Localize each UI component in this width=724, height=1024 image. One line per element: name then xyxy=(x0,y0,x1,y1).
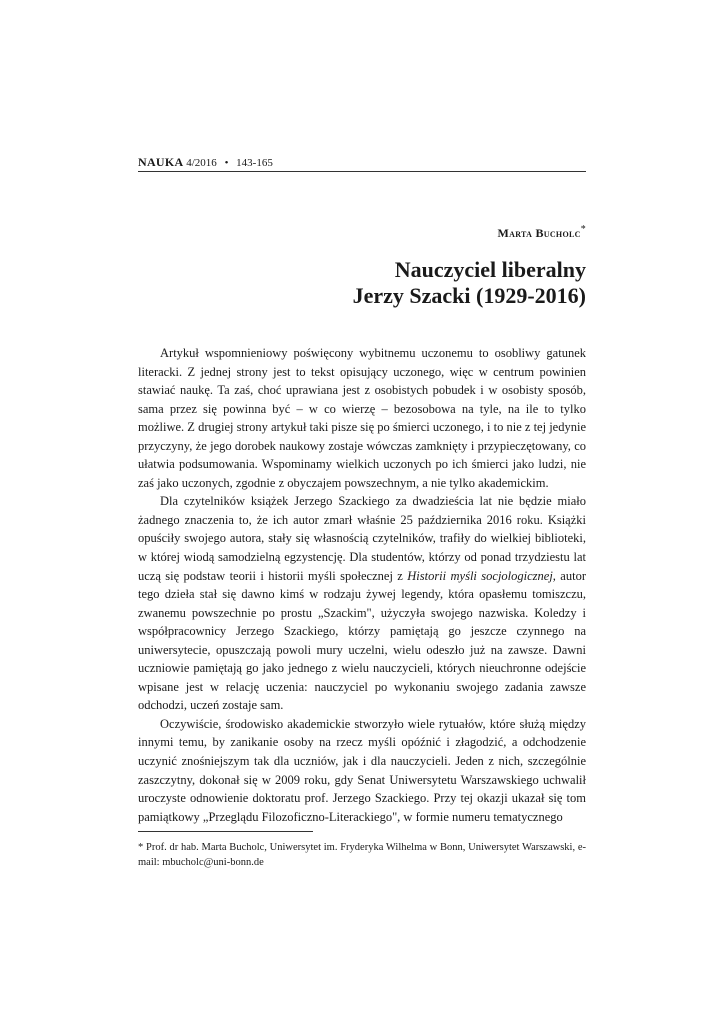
page-range: 143-165 xyxy=(236,157,273,169)
paragraph-3: Oczywiście, środowisko akademickie stworzyło wiele rytuałów, które służą między innymi temu, by zanikanie osoby na rzecz myśli opóźnić i złagodzić, a odchodzenie uczynić znośniejszym tak dla uczniów, jak i dla nauczycieli. Jeden z nich, szczególnie zaszczytny, dokonał się w 2009 roku, gdy Senat Uniwersytetu Warszawskiego uchwalił uroczyste odnowienie doktoratu prof. Jerzego Szackiego. Przy tej okazji ukazał się tom pamiątkowy „Przeglądu Filozoficzno-Literackiego", w formie numeru tematycznego xyxy=(138,716,586,824)
paragraph-2-text-b: autor tego dzieła stał się dawno kimś w rodzaju żywej legendy, która opasłemu tomiszczu, zwanemu powszechnie po prostu „Szackim", użyczyła swojego nazwiska. Koledzy i współpracownicy Jerzego Szackiego, którzy pamiętają go jeszcze czynnego na uniwersytecie, opuszczają powoli mury uczelni, wielu odeszło już na zawsze. Dawni uczniowie pamiętają go jako jednego z wielu nauczycieli, których nieuchronne odejście wpisane jest w relację uczenia: nauczyciel po wykonaniu swojego zadania zawsze odchodzi, uczeń zostaje sam. xyxy=(138,568,586,713)
author-line xyxy=(498,224,586,241)
author-name: Marta Bucholc xyxy=(497,226,581,240)
header-rule xyxy=(138,171,586,172)
article-body xyxy=(138,344,586,826)
footnote: * Prof. dr hab. Marta Bucholc, Uniwersytet im. Fryderyka Wilhelma w Bonn, Uniwersytet Warszawski, e-mail: mbucholc@uni-bonn.de xyxy=(138,842,586,868)
article-title xyxy=(353,257,586,309)
running-head-separator: • xyxy=(224,157,229,169)
issue-number: 4/2016 xyxy=(186,157,217,169)
paragraph-2 xyxy=(138,492,586,715)
book-title-italic: Historii myśli socjologicznej, xyxy=(407,568,556,583)
author-footnote-mark: * xyxy=(580,224,586,235)
paragraph-2-text-a: Dla czytelników książek Jerzego Szackiego za dwadzieścia lat nie będzie miało żadnego znaczenia to, że ich autor zmarł właśnie 25 października 2016 roku. Książki opuściły swojego autora, stały się własnością czytelników, trafiły do wielkiej biblioteki, w której wiodą samodzielną egzystencję. Dla studentów, którzy od ponad trzydziestu lat uczą się podstaw teorii i historii myśli społecznej z xyxy=(138,494,586,583)
title-line-2: Jerzy Szacki (1929-2016) xyxy=(352,283,586,308)
paragraph-1: Artykuł wspomnieniowy poświęcony wybitnemu uczonemu to osobliwy gatunek literacki. Z jednej strony jest to tekst opisujący uczonego, więc w centrum powinien stawiać naukę. Ta zaś, choć uprawiana jest z osobistych pobudek i w osobisty sposób, sama przez się powinna być – w co wierzę – bezosobowa na tyle, na ile to tylko możliwe. Z drugiej strony artykuł taki pisze się po śmierci uczonego, i to nie z tej jedynie przyczyny, że jego dorobek naukowy zostaje wówczas zamknięty i przypieczętowany, co ułatwia podsumowania. Wspominamy wielkich uczonych po ich śmierci jako ludzi, nie zaś jako uczonych, zgodnie z obyczajem powszechnym, a nie tylko akademickim. xyxy=(138,346,586,490)
footnote-rule xyxy=(138,831,313,832)
journal-name: NAUKA xyxy=(138,155,184,169)
running-head xyxy=(138,155,586,170)
title-line-1: Nauczyciel liberalny xyxy=(394,257,586,282)
